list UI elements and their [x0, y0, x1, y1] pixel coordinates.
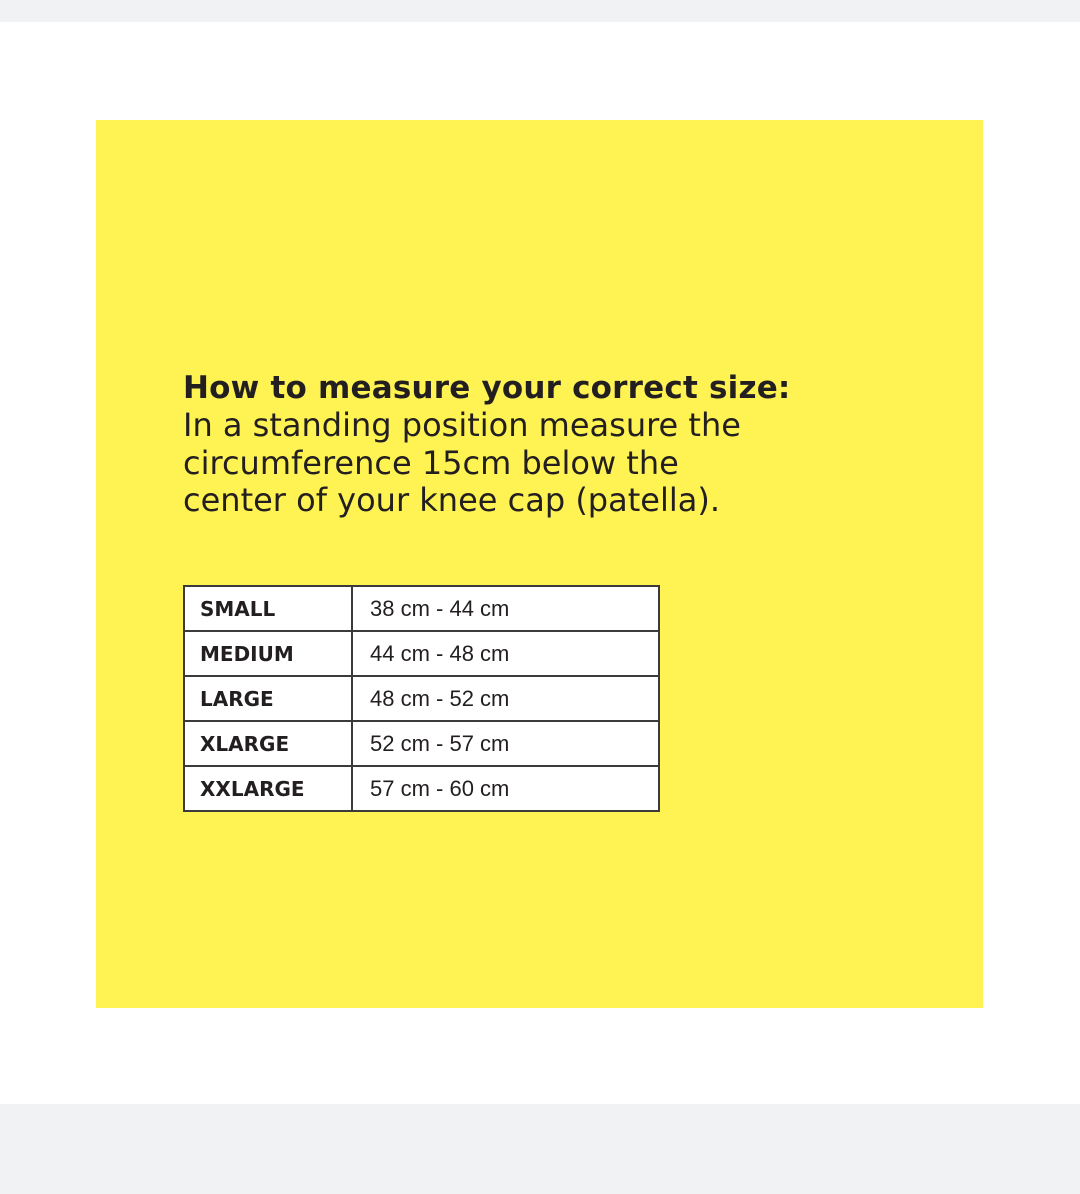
size-range: 48 cm - 52 cm — [352, 676, 659, 721]
instructions-line: circumference 15cm below the — [183, 443, 679, 482]
instructions-line: In a standing position measure the — [183, 406, 741, 444]
table-row — [184, 676, 659, 721]
size-guide-panel — [96, 120, 983, 1008]
table-row — [184, 631, 659, 676]
size-range: 52 cm - 57 cm — [352, 721, 659, 766]
size-label: XLARGE — [184, 721, 352, 766]
size-range: 44 cm - 48 cm — [352, 631, 659, 676]
page — [0, 22, 1080, 1104]
instructions-line: center of your knee cap (patella). — [183, 481, 720, 519]
size-label: XXLARGE — [184, 766, 352, 811]
table-row — [184, 721, 659, 766]
size-label: SMALL — [184, 586, 352, 631]
table-row — [184, 586, 659, 631]
size-range: 57 cm - 60 cm — [352, 766, 659, 811]
size-chart-table — [183, 585, 660, 812]
measurement-instructions — [183, 369, 943, 520]
size-range: 38 cm - 44 cm — [352, 586, 659, 631]
instructions-heading: How to measure your correct size: — [183, 370, 791, 406]
size-label: MEDIUM — [184, 631, 352, 676]
table-row — [184, 766, 659, 811]
size-label: LARGE — [184, 676, 352, 721]
